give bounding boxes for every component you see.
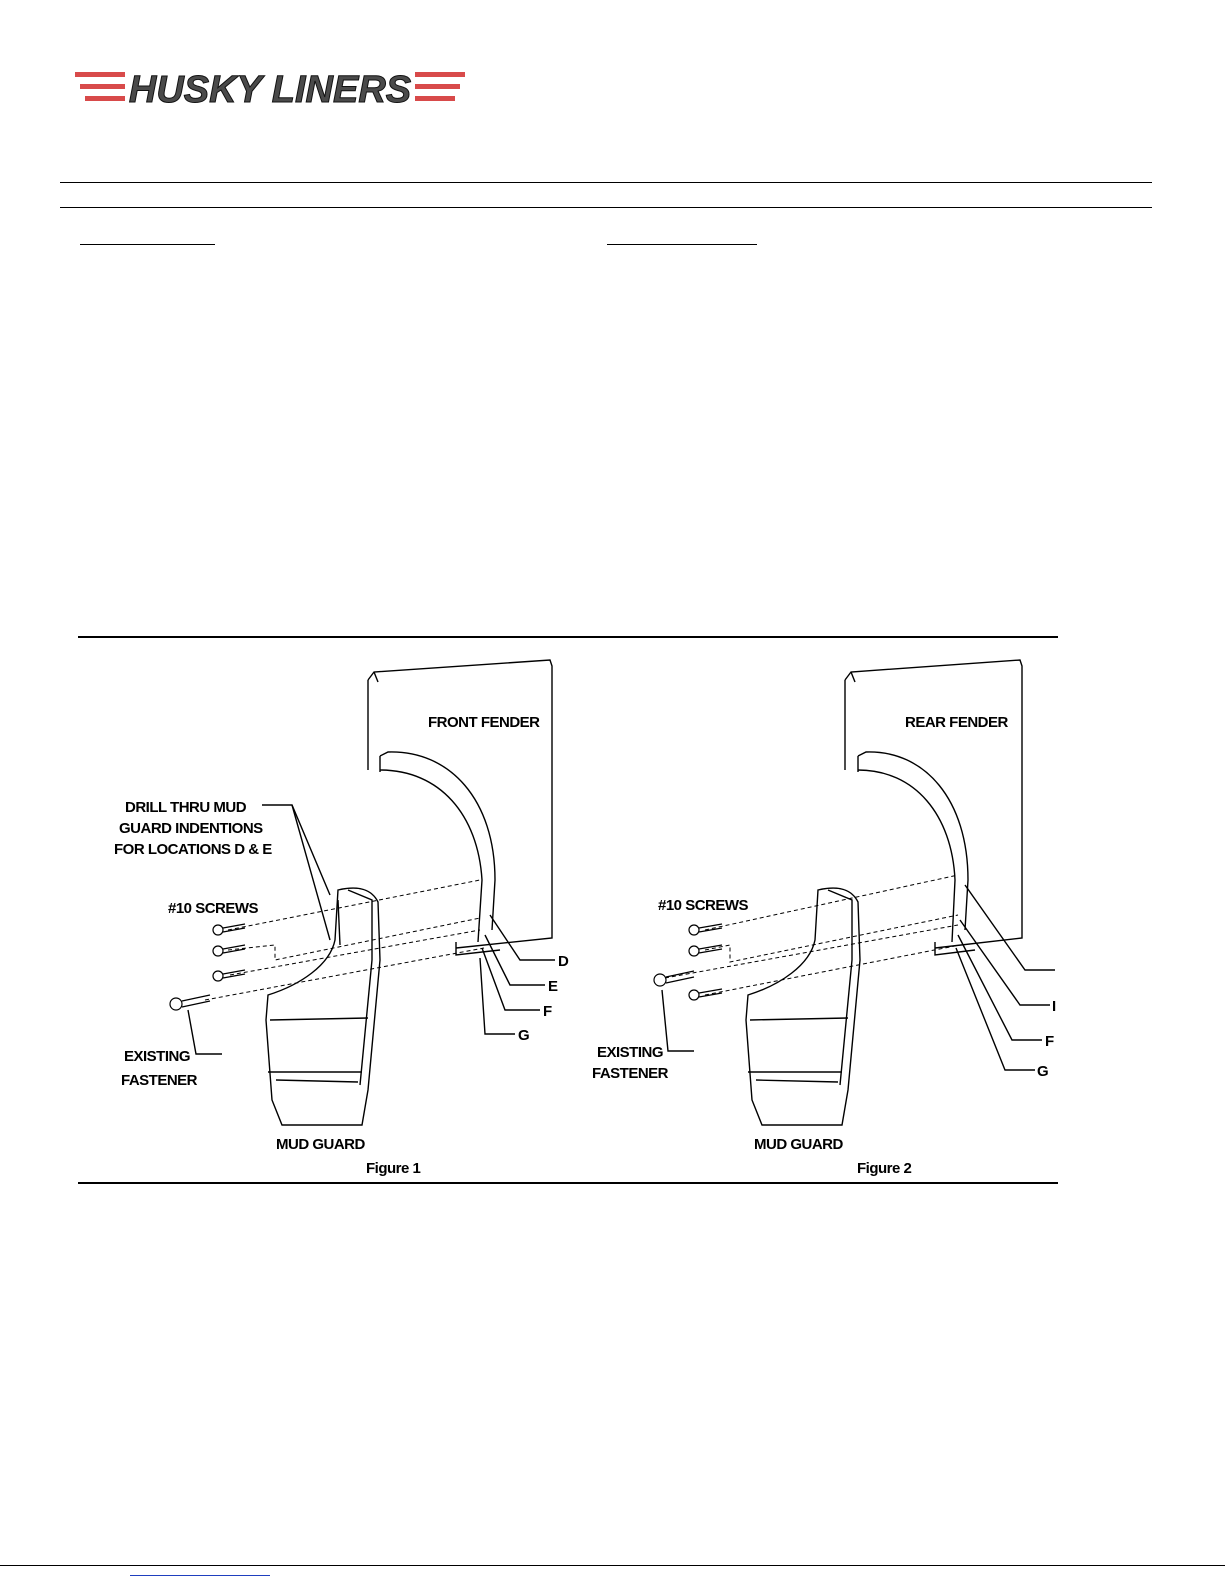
point-g-2: G bbox=[1037, 1063, 1049, 1080]
screws-callout-2: #10 SCREWS bbox=[658, 897, 749, 914]
point-g: G bbox=[518, 1027, 530, 1044]
point-i: I bbox=[1052, 998, 1056, 1015]
figure-1-caption: Figure 1 bbox=[366, 1160, 421, 1177]
logo-text: HUSKY LINERS bbox=[128, 69, 412, 111]
mud-guard-body bbox=[266, 888, 380, 1125]
drill-callout-line1: DRILL THRU MUD bbox=[125, 799, 247, 816]
mud-guard-label-2: MUD GUARD bbox=[754, 1136, 843, 1153]
drill-callout-line3: FOR LOCATIONS D & E bbox=[114, 841, 272, 858]
footer-rule bbox=[0, 1565, 1225, 1566]
rear-fender-panel bbox=[845, 660, 1022, 948]
rear-fender-label: REAR FENDER bbox=[905, 714, 1008, 731]
figure-2 bbox=[560, 0, 1060, 1185]
existing-callout-2-line1: EXISTING bbox=[597, 1044, 664, 1061]
footer-link[interactable] bbox=[130, 1575, 270, 1576]
drill-callout-line2: GUARD INDENTIONS bbox=[119, 820, 263, 837]
existing-callout-line1: EXISTING bbox=[124, 1048, 191, 1065]
front-fender-label: FRONT FENDER bbox=[428, 714, 540, 731]
front-fender-panel bbox=[368, 660, 552, 948]
point-f: F bbox=[543, 1003, 552, 1020]
screws-callout: #10 SCREWS bbox=[168, 900, 259, 917]
existing-callout-2-line2: FASTENER bbox=[592, 1065, 669, 1082]
figure-2-caption: Figure 2 bbox=[857, 1160, 912, 1177]
mud-guard-label: MUD GUARD bbox=[276, 1136, 365, 1153]
point-e: E bbox=[548, 978, 558, 995]
point-f-2: F bbox=[1045, 1033, 1054, 1050]
existing-callout-line2: FASTENER bbox=[121, 1072, 198, 1089]
point-d: D bbox=[558, 953, 569, 970]
figure-1 bbox=[0, 0, 600, 1185]
mud-guard-body-2 bbox=[746, 888, 860, 1125]
